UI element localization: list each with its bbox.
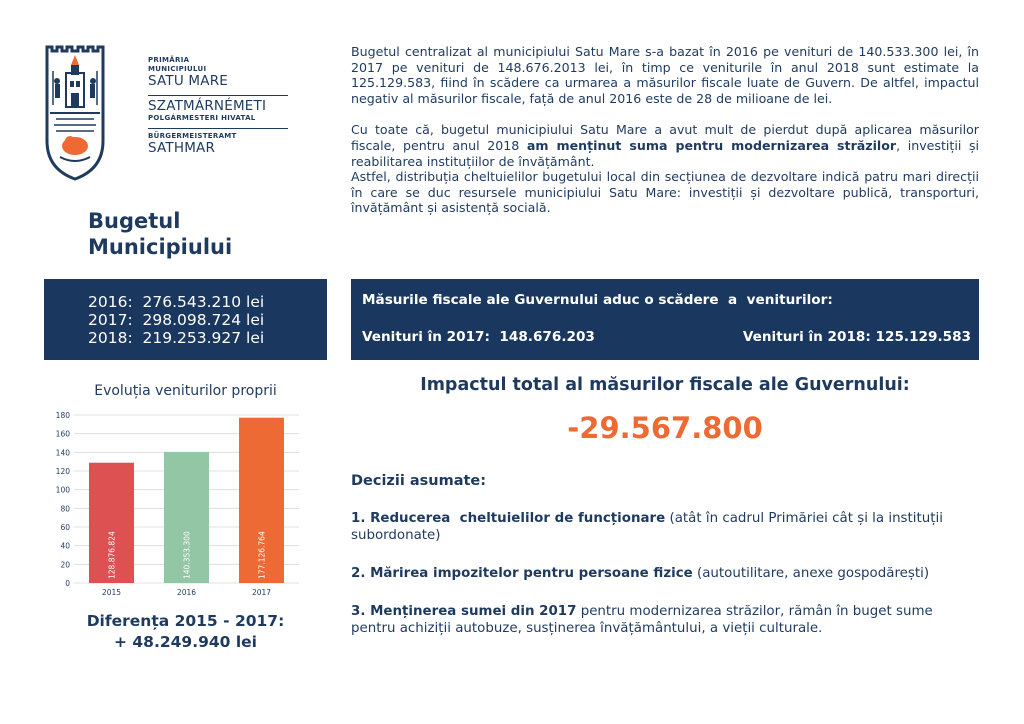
- impact-title: Impactul total al măsurilor fiscale ale Guvernului:: [420, 375, 910, 395]
- y-tick-label: 20: [60, 560, 70, 570]
- budget-title-line2: Municipiului: [88, 235, 233, 259]
- intro-paragraph-3: Astfel, distribuția cheltuielilor bugetului local din secțiunea de dezvoltare indică patru mari direcții în care se duc resursele municipiului Satu Mare: investiții și dezvoltare publică, transporturi, învățământ și asistență socială.: [351, 169, 979, 216]
- difference-value: + 48.249.940 lei: [114, 633, 257, 651]
- fiscal-headline: Măsurile fiscale ale Guvernului aduc o scădere a veniturilor:: [362, 292, 833, 308]
- budget-row: 2016: 276.543.210 lei: [88, 293, 265, 311]
- logo-burger: BÜRGERMEISTERAMT: [148, 132, 237, 140]
- difference-label: Diferența 2015 - 2017:: [86, 612, 285, 630]
- y-tick-label: 100: [55, 485, 70, 495]
- bar-data-label: 177.126.764: [257, 531, 267, 579]
- intro-paragraph-2: Cu toate că, bugetul municipiului Satu Mare a avut mult de pierdut după aplicarea măsurilor fiscale, pentru anul 2018 am menținut suma pentru modernizarea străzilor, investiții și reabilitarea instituțiilor de învățământ.: [351, 122, 980, 169]
- y-tick-label: 80: [60, 504, 70, 514]
- logo-divider: [148, 95, 288, 96]
- x-tick-label: 2017: [251, 588, 272, 597]
- decision-item: 3. Menținerea sumei din 2017 pentru modernizarea străzilor, rămân în buget sume pentru achiziții autobuze, susținerea învățământului, a vieții culturale.: [351, 604, 933, 636]
- fiscal-revenue-2017: Venituri în 2017: 148.676.203: [362, 329, 595, 345]
- budget-row: 2017: 298.098.724 lei: [88, 311, 265, 329]
- logo-municipiului: MUNICIPIULUI: [148, 65, 207, 73]
- decisions-list: [351, 510, 991, 637]
- y-tick-label: 40: [60, 541, 70, 551]
- coat-of-arms-icon: [44, 41, 106, 181]
- fiscal-revenue-2018: Venituri în 2018: 125.129.583: [742, 329, 971, 345]
- logo-primaria: PRIMĂRIA: [148, 56, 190, 64]
- budget-title: [88, 208, 232, 260]
- fiscal-measures-box: [351, 279, 979, 360]
- budget-row: 2018: 219.253.927 lei: [88, 329, 265, 347]
- intro-highlight: am menținut suma pentru modernizarea străzilor: [526, 137, 897, 153]
- intro-text: [351, 44, 979, 216]
- city-logo: [44, 41, 106, 181]
- y-tick-label: 120: [55, 467, 70, 476]
- logo-satu-mare: SATU MARE: [148, 73, 229, 89]
- logo-sathmar: SATHMAR: [148, 140, 216, 156]
- decision-item: 1. Reducerea cheltuielilor de funcționare (atât în cadrul Primăriei cât și la instituții subordonate): [351, 511, 943, 543]
- y-tick-label: 0: [65, 579, 70, 588]
- revenue-bar-chart: [44, 405, 327, 605]
- decision-item: 2. Mărirea impozitelor pentru persoane fizice (autoutilitare, anexe gospodărești): [351, 566, 930, 581]
- impact-value: -29.567.800: [567, 411, 763, 445]
- y-tick-label: 140: [55, 448, 70, 458]
- logo-wordmark: [148, 57, 298, 156]
- budget-title-line1: Bugetul: [88, 209, 181, 233]
- budget-box: [44, 279, 327, 360]
- intro-paragraph-1: Bugetul centralizat al municipiului Satu Mare s-a bazat în 2016 pe venituri de 140.533.300 lei, în 2017 pe venituri de 148.676.2013 lei, în timp ce veniturile în anul 2018 sunt estimate la 125.129.583, fiind în scădere ca urmarea a măsurilor fiscale luate de Guvern. De altfel, impactul negativ al măsurilor fiscale, față de anul 2016 este de 28 de milioane de lei.: [351, 44, 979, 106]
- logo-divider: [148, 128, 288, 129]
- x-tick-label: 2015: [101, 588, 122, 597]
- y-tick-label: 180: [55, 411, 70, 420]
- logo-polgarm: POLGÁRMESTERI HIVATAL: [148, 114, 256, 122]
- y-tick-label: 60: [60, 523, 70, 532]
- logo-szatmar: SZATMÁRNÉMETI: [148, 97, 267, 114]
- y-tick-label: 160: [55, 429, 70, 439]
- bar-data-label: 140.353.300: [182, 531, 192, 579]
- bar-data-label: 128.876.824: [107, 531, 117, 579]
- x-tick-label: 2016: [176, 588, 197, 597]
- difference-block: [44, 611, 327, 653]
- chart-title: Evoluția veniturilor proprii: [94, 383, 277, 399]
- decisions-title: Decizii asumate:: [351, 473, 487, 489]
